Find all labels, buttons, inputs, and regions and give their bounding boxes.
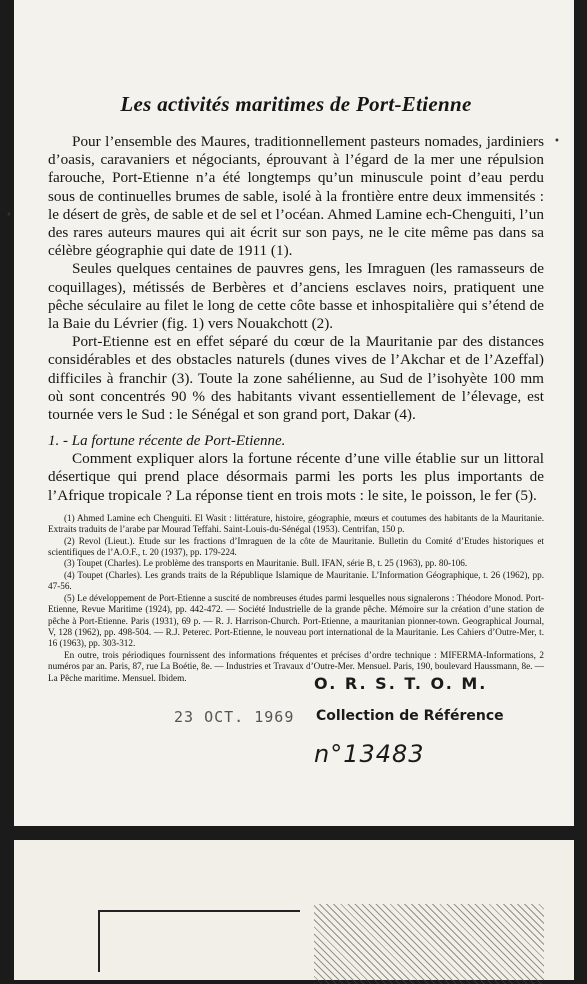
footnote: (3) Toupet (Charles). Le problème des transports en Mauritanie. Bull. IFAN, série B, t. 25 (1963), pp. 80-106. [64,558,468,569]
library-stamp [14,674,574,814]
document-page [6,0,574,826]
footnote: (1) Ahmed Lamine ech Chenguiti. El Wasit : littérature, histoire, géographie, mœurs et coutumes des habitants de la Mauritanie. Extraits traduits de l’arabe par Mourad Teffahi. Saint-Louis-du-Sénégal (1953). Centrifan, 150 p. [48,512,544,535]
paragraph: Seules quelques centaines de pauvres gens, les Imraguen (les ramasseurs de coquillages), métissés de Berbères et d’anciens esclaves noirs, pratiquent une pêche séculaire au filet le long de cette côte basse et inhospitalière qui s’étend de la Baie du Lévrier (fig. 1) vers Nouakchott (2). [48,260,544,333]
margin-mark: • [6,210,12,221]
paragraph: Comment expliquer alors la fortune récente d’une ville établie sur un littoral désertique qui prend place désormais parmi les ports les plus importants de l’Afrique tropicale ? La réponse tient en trois mots : le site, le poisson, le fer (5). [48,450,544,504]
section-heading: 1. - La fortune récente de Port-Etienne. [48,433,286,450]
next-page-fragment [14,840,574,980]
figure-hatch [314,904,544,984]
paragraph: Port-Etienne est en effet séparé du cœur de la Mauritanie par des distances considérables et des obstacles naturels (dunes vives de l’Akchar et de l’Azeffal) difficiles à franchir (3). Toute la zone sahélienne, au Sud de l’isohyète 100 mm où sont concentrés 90 % des habitants vivant essentiellement de l’élevage, est tournée vers le Sud : le Sénégal et son grand port, Dakar (4). [48,333,544,424]
paragraph: Pour l’ensemble des Maures, traditionnellement pasteurs nomades, jardiniers d’oasis, caravaniers et négociants, éprouvant à l’égard de la mer une répulsion farouche, Port-Etienne n’a été longtemps qu’un minuscule point d’eau perdu sous de continuelles brumes de sable, isolé à la frontière entre deux immensités : le désert de grès, de sable et de sel et l’océan. Ahmed Lamine ech-Chenguiti, l’un des rares auteurs maures qui ait écrit sur son pays, ne le cite même pas dans sa célèbre géographie qui date de 1911 (1). [48,133,544,260]
article-title: Les activités maritimes de Port-Etienne [120,92,472,116]
stamp-org: O. R. S. T. O. M. [314,674,488,693]
footnote: (5) Le développement de Port-Etienne a suscité de nombreuses études parmi lesquelles nous signalerons : Théodore Monod. Port-Etienne, Revue Maritime (1924), pp. 442-472. — Société Industrielle de la grande pêche. Mémoire sur la création d’une station de pêche à Port-Etienne. Paris (1931), 69 p. — R. J. Harrison-Church. Port-Etienne, a mauritanian pionner-town. Geographical Journal, V, 128 (1962), pp. 498-504. — R.J. Peterec. Port-Etienne, le nouveau port international de la Mauritanie. Les Cahiers d’Outre-Mer, t. 16 (1963), pp. 303-312. [48,592,544,649]
margin-mark: • [554,136,560,147]
footnotes [48,513,544,684]
footnote: (4) Toupet (Charles). Les grands traits de la République Islamique de Mauritanie. L’Information Géographique, t. 26 (1962), pp. 47-56. [48,569,544,592]
article-body [48,133,544,505]
figure-frame [98,910,300,972]
footnote: En outre, trois périodiques fournissent des informations fréquentes et précises d’ordre technique : MIFERMA-Informations, 2 numéros par an. Paris, 87, rue La Boétie, 8e. — Industries et Travaux d’Outre-Mer. Mensuel. Paris, 190, boulevard Haussmann, 8e. — La Pêche maritime. Mensuel. Ibidem. [48,649,544,683]
stamp-collection: Collection de Référence [316,708,504,724]
stamp-date: 23 OCT. 1969 [174,708,295,726]
stamp-number: n°13483 [314,740,425,768]
footnote: (2) Revol (Lieut.). Etude sur les fractions d’Imraguen de la côte de Mauritanie. Bulletin du Comité d’Etudes historiques et scientifiques de l’A.O.F., t. 20 (1937), pp. 179-224. [48,535,544,558]
